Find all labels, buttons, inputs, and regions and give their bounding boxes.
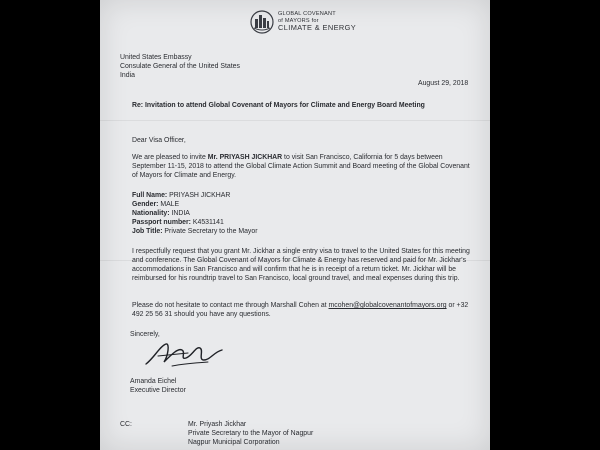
- gcom-logo: [250, 8, 370, 38]
- signer-name: Amanda Eichel: [130, 378, 177, 385]
- paper-fold: [100, 120, 490, 121]
- letter-date: August 29, 2018: [418, 80, 469, 87]
- detail-value: PRIYASH JICKHAR: [169, 192, 231, 199]
- contact-text-1: Please do not hesitate to contact me through Marshall Cohen at: [132, 302, 329, 309]
- intro-text-1: We are pleased to invite: [132, 154, 208, 161]
- contact-email-link[interactable]: mcohen@globalcovenantofmayors.org: [328, 302, 447, 309]
- handwritten-signature: [142, 338, 232, 370]
- detail-nationality: [132, 209, 190, 218]
- city-skyline-icon: [250, 10, 274, 34]
- detail-value: K4531141: [192, 219, 224, 226]
- detail-job-title: [132, 227, 257, 236]
- detail-value: MALE: [160, 201, 180, 208]
- detail-label: Job Title:: [132, 228, 163, 235]
- cc-label: CC:: [120, 421, 132, 428]
- logo-line-1: GLOBAL COVENANT: [278, 11, 336, 17]
- logo-line-3: CLIMATE & ENERGY: [278, 23, 357, 32]
- detail-gender: [132, 200, 179, 209]
- detail-label: Passport number:: [132, 219, 191, 226]
- cc-line-3: Nagpur Municipal Corporation: [188, 439, 280, 446]
- letter-subject: Re: Invitation to attend Global Covenant of Mayors for Climate and Energy Board Meeting: [132, 102, 425, 109]
- detail-value: INDIA: [171, 210, 190, 217]
- detail-passport: [132, 218, 224, 227]
- signer-title: Executive Director: [130, 387, 186, 394]
- request-paragraph: I respectfully request that you grant Mr. Jickhar a single entry visa to travel to the United States for this meeting and conference. The Global Covenant of Mayors for Climate & Energy has reserved and paid for Mr. Jickhar's accommodations in San Francisco and will confirm that he is in receipt of a return ticket. Mr. Jickhar will be reimbursed for his roundtrip travel to San Francisco, local ground travel, and meal expenses during this trip.: [132, 248, 470, 282]
- invitee-name: Mr. PRIYASH JICKHAR: [207, 154, 283, 161]
- contact-paragraph: [132, 301, 476, 319]
- cc-line-1: Mr. Priyash Jickhar: [188, 421, 247, 428]
- detail-value: Private Secretary to the Mayor: [164, 228, 258, 235]
- recipient-line-3: India: [120, 72, 135, 79]
- recipient-line-1: United States Embassy: [120, 54, 192, 61]
- logo-line-2: of MAYORS for: [278, 18, 319, 24]
- intro-paragraph: [132, 153, 476, 180]
- cc-line-2: Private Secretary to the Mayor of Nagpur: [188, 430, 314, 437]
- letter-page: [100, 0, 490, 450]
- closing: Sincerely,: [130, 331, 160, 338]
- contact-text-2: or +32 492 25 56 31 should you have any questions.: [132, 302, 469, 318]
- recipient-line-2: Consulate General of the United States: [120, 63, 240, 70]
- detail-full-name: [132, 191, 230, 200]
- detail-label: Nationality:: [132, 210, 170, 217]
- salutation: Dear Visa Officer,: [132, 137, 186, 144]
- intro-text-2: to visit San Francisco, California for 5 days between September 11-15, 2018 to attend the Global Climate Action Summit and Board meeting of the Global Covenant of Mayors for Climate and Energy.: [132, 154, 470, 179]
- detail-label: Full Name:: [132, 192, 168, 199]
- detail-label: Gender:: [132, 201, 159, 208]
